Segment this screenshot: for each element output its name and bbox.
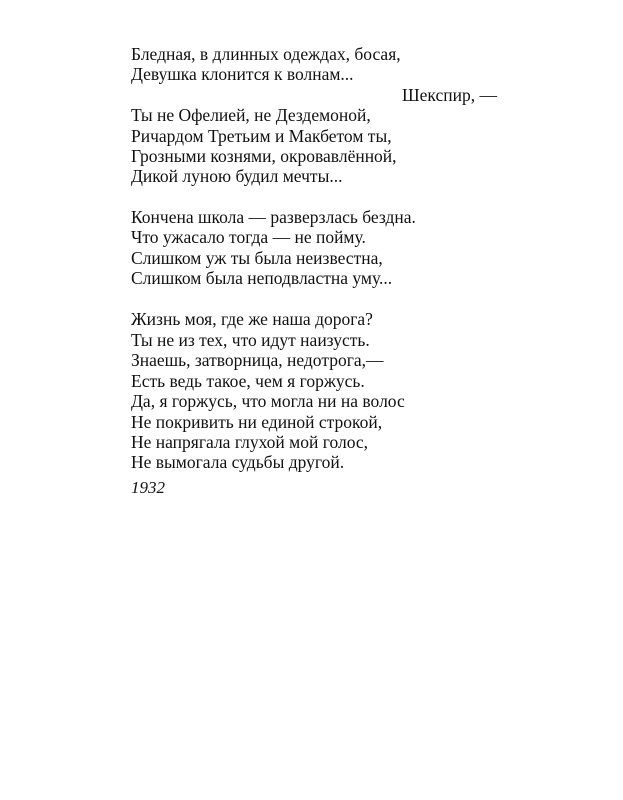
poem-line: Не покривить ни единой строкой, xyxy=(131,411,383,432)
poem-line: Ричардом Третьим и Макбетом ты, xyxy=(131,125,392,146)
poem-line: Знаешь, затворница, недотрога,— xyxy=(131,350,384,371)
stanza-1 xyxy=(131,44,501,187)
poem-line: Жизнь моя, где же наша дорога? xyxy=(131,309,373,330)
stanza-gap xyxy=(131,288,501,309)
poem-line: Да, я горжусь, что могла ни на волос xyxy=(131,391,405,412)
poem-line: Не напрягала глухой мой голос, xyxy=(131,431,369,452)
poem xyxy=(131,44,501,473)
poem-line: Есть ведь такое, чем я горжусь. xyxy=(131,370,365,391)
poem-year: 1932 xyxy=(131,478,165,497)
poem-line: Слишком была неподвластна уму... xyxy=(131,268,393,289)
poem-line: Бледная, в длинных одеждах, босая, xyxy=(131,44,401,64)
poem-line: Кончена школа — разверзлась бездна. xyxy=(131,206,416,227)
poem-line: Слишком уж ты была неизвестна, xyxy=(131,247,383,268)
stanza-3 xyxy=(131,309,501,472)
poem-line: Что ужасало тогда — не пойму. xyxy=(131,227,366,248)
poem-line: Грозными кознями, окровавлённой, xyxy=(131,146,397,167)
stanza-2 xyxy=(131,207,501,289)
poem-line: Ты не Офелией, не Дездемоной, xyxy=(131,105,371,126)
stanza-gap xyxy=(131,187,501,207)
poem-line: Ты не из тех, что идут наизусть. xyxy=(131,329,370,350)
poem-line: Шекспир, — xyxy=(402,84,497,105)
poem-line: Не вымогала судьбы другой. xyxy=(131,452,345,473)
poem-line: Дикой луною будил мечты... xyxy=(131,166,343,187)
poem-line: Девушка клонится к волнам... xyxy=(131,64,354,85)
